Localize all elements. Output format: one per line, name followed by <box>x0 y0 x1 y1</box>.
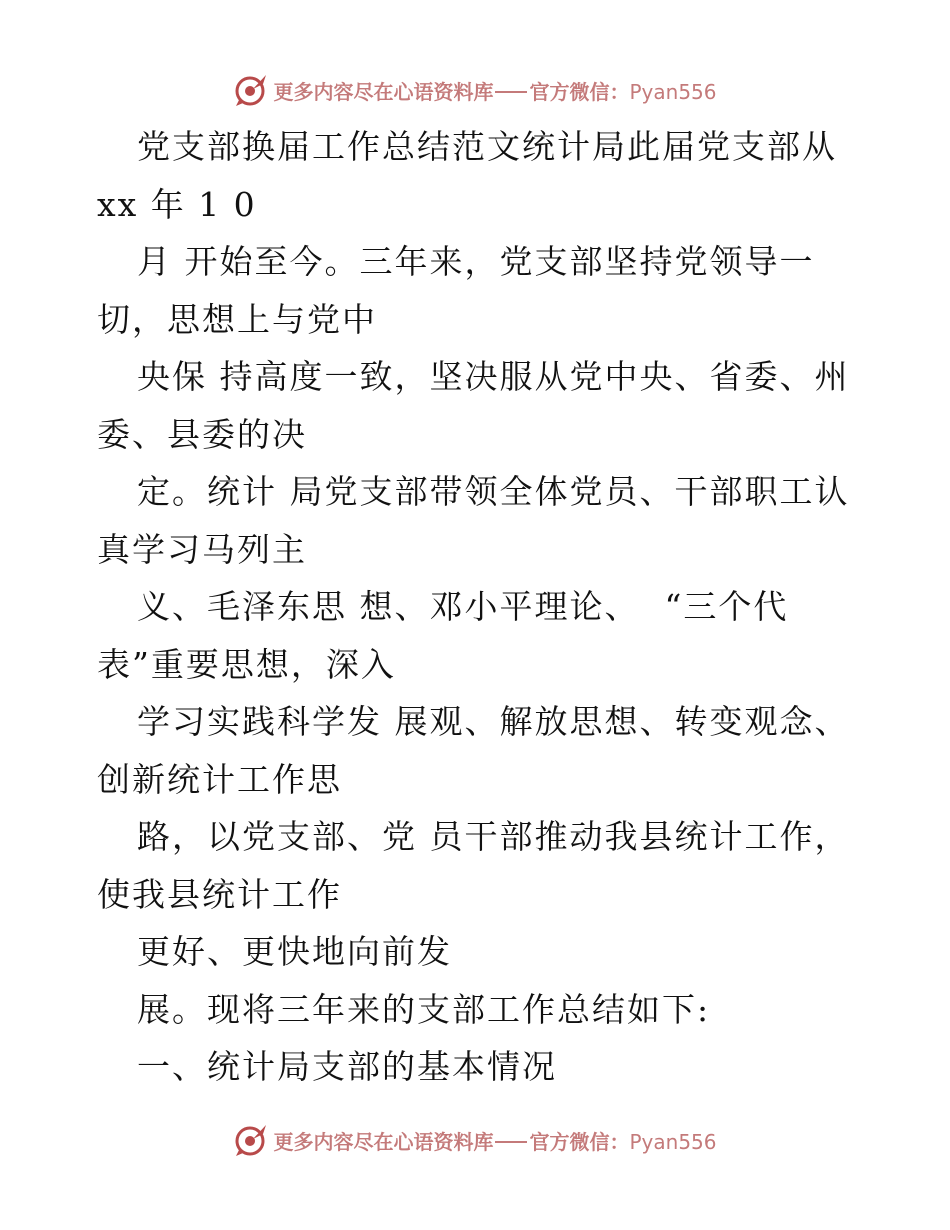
body-line: xx 年 1 0 <box>97 184 257 224</box>
body-line: 展。现将三年来的支部工作总结如下: <box>137 989 711 1029</box>
body-line: 一、统计局支部的基本情况 <box>137 1047 557 1086</box>
body-line: 党支部换届工作总结范文统计局此届党支部从 <box>137 127 837 166</box>
watermark-label-text: 官方微信： <box>529 1129 630 1154</box>
watermark-dash <box>495 1141 527 1143</box>
watermark-dash <box>495 91 527 93</box>
watermark-main-text: 更多内容尽在心语资料库 <box>273 79 494 104</box>
watermark-account-text: Pyan556 <box>629 1129 717 1154</box>
body-line: 真学习马列主 <box>97 529 307 569</box>
body-line: 月 开始至今。三年来，党支部坚持党领导一 <box>137 242 815 281</box>
body-line: 央保 持高度一致，坚决服从党中央、省委、州 <box>137 357 850 396</box>
body-line: 切，思想上与党中 <box>97 299 377 339</box>
watermark-main-text: 更多内容尽在心语资料库 <box>273 1129 494 1154</box>
feather-pen-seal-icon <box>233 1122 269 1158</box>
body-line: 委、县委的决 <box>97 414 307 454</box>
document-body <box>97 118 857 1096</box>
body-line: 更好、更快地向前发 <box>137 932 452 971</box>
body-line: 学习实践科学发 展观、解放思想、转变观念、 <box>137 702 850 741</box>
body-line: 义、毛泽东思 想、邓小平理论、 “三个代 <box>137 587 789 626</box>
body-line: 定。统计 局党支部带领全体党员、干部职工认 <box>137 472 850 511</box>
body-line: 表”重要思想，深入 <box>97 644 396 684</box>
watermark-banner-bottom <box>0 1118 950 1162</box>
body-line: 创新统计工作思 <box>97 759 342 799</box>
watermark-banner-top <box>0 68 950 112</box>
watermark-label-text: 官方微信： <box>529 79 630 104</box>
body-line: 路，以党支部、党 员干部推动我县统计工作， <box>137 817 850 856</box>
feather-pen-seal-icon <box>233 72 269 108</box>
watermark-account-text: Pyan556 <box>629 79 717 104</box>
body-line: 使我县统计工作 <box>97 874 342 914</box>
